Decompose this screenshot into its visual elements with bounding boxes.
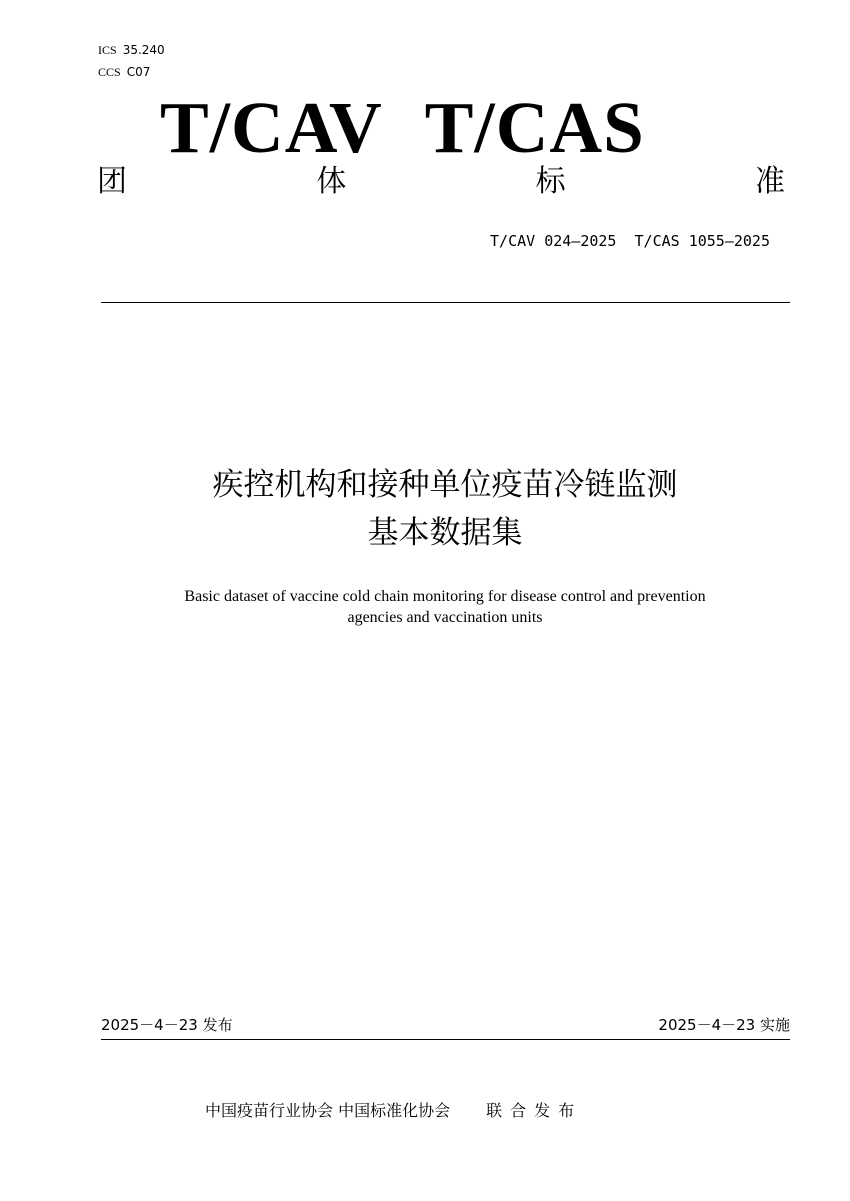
ics-value: 35.240 (122, 43, 165, 57)
ccs-value: C07 (126, 65, 151, 79)
issue-date: 2025－4－23 发布 (101, 1016, 233, 1034)
implementation-date: 2025－4－23 实施 (658, 1016, 790, 1034)
ics-code (98, 43, 165, 57)
standard-type-char: 团 (97, 164, 127, 199)
standard-number: T/CAV 024—2025 T/CAS 1055—2025 (490, 232, 770, 250)
standard-type-heading (97, 160, 785, 204)
chinese-title-line-1: 疾控机构和接种单位疫苗冷链监测 (212, 467, 678, 503)
standard-type-char: 体 (316, 164, 347, 199)
association-logo (160, 88, 760, 168)
ccs-code (98, 65, 150, 79)
english-title (0, 586, 850, 628)
header-divider (101, 302, 790, 303)
ics-label: ICS (98, 43, 117, 57)
joint-issue-label: 联合发布 (486, 1101, 583, 1120)
publishers (205, 1099, 582, 1123)
chinese-title-line-2: 基本数据集 (367, 515, 523, 551)
english-title-line-1: Basic dataset of vaccine cold chain monitoring for disease control and prevention (184, 588, 706, 605)
standard-type-char: 准 (754, 164, 785, 199)
logo-cas: T/CAS (424, 87, 645, 168)
english-title-line-2: agencies and vaccination units (347, 609, 543, 626)
chinese-title (0, 461, 850, 557)
logo-cav: T/CAV (160, 87, 383, 168)
footer-divider (101, 1039, 790, 1040)
publisher-names: 中国疫苗行业协会 中国标准化协会 (205, 1101, 451, 1120)
ccs-label: CCS (98, 65, 121, 79)
standard-type-char: 标 (535, 164, 566, 199)
